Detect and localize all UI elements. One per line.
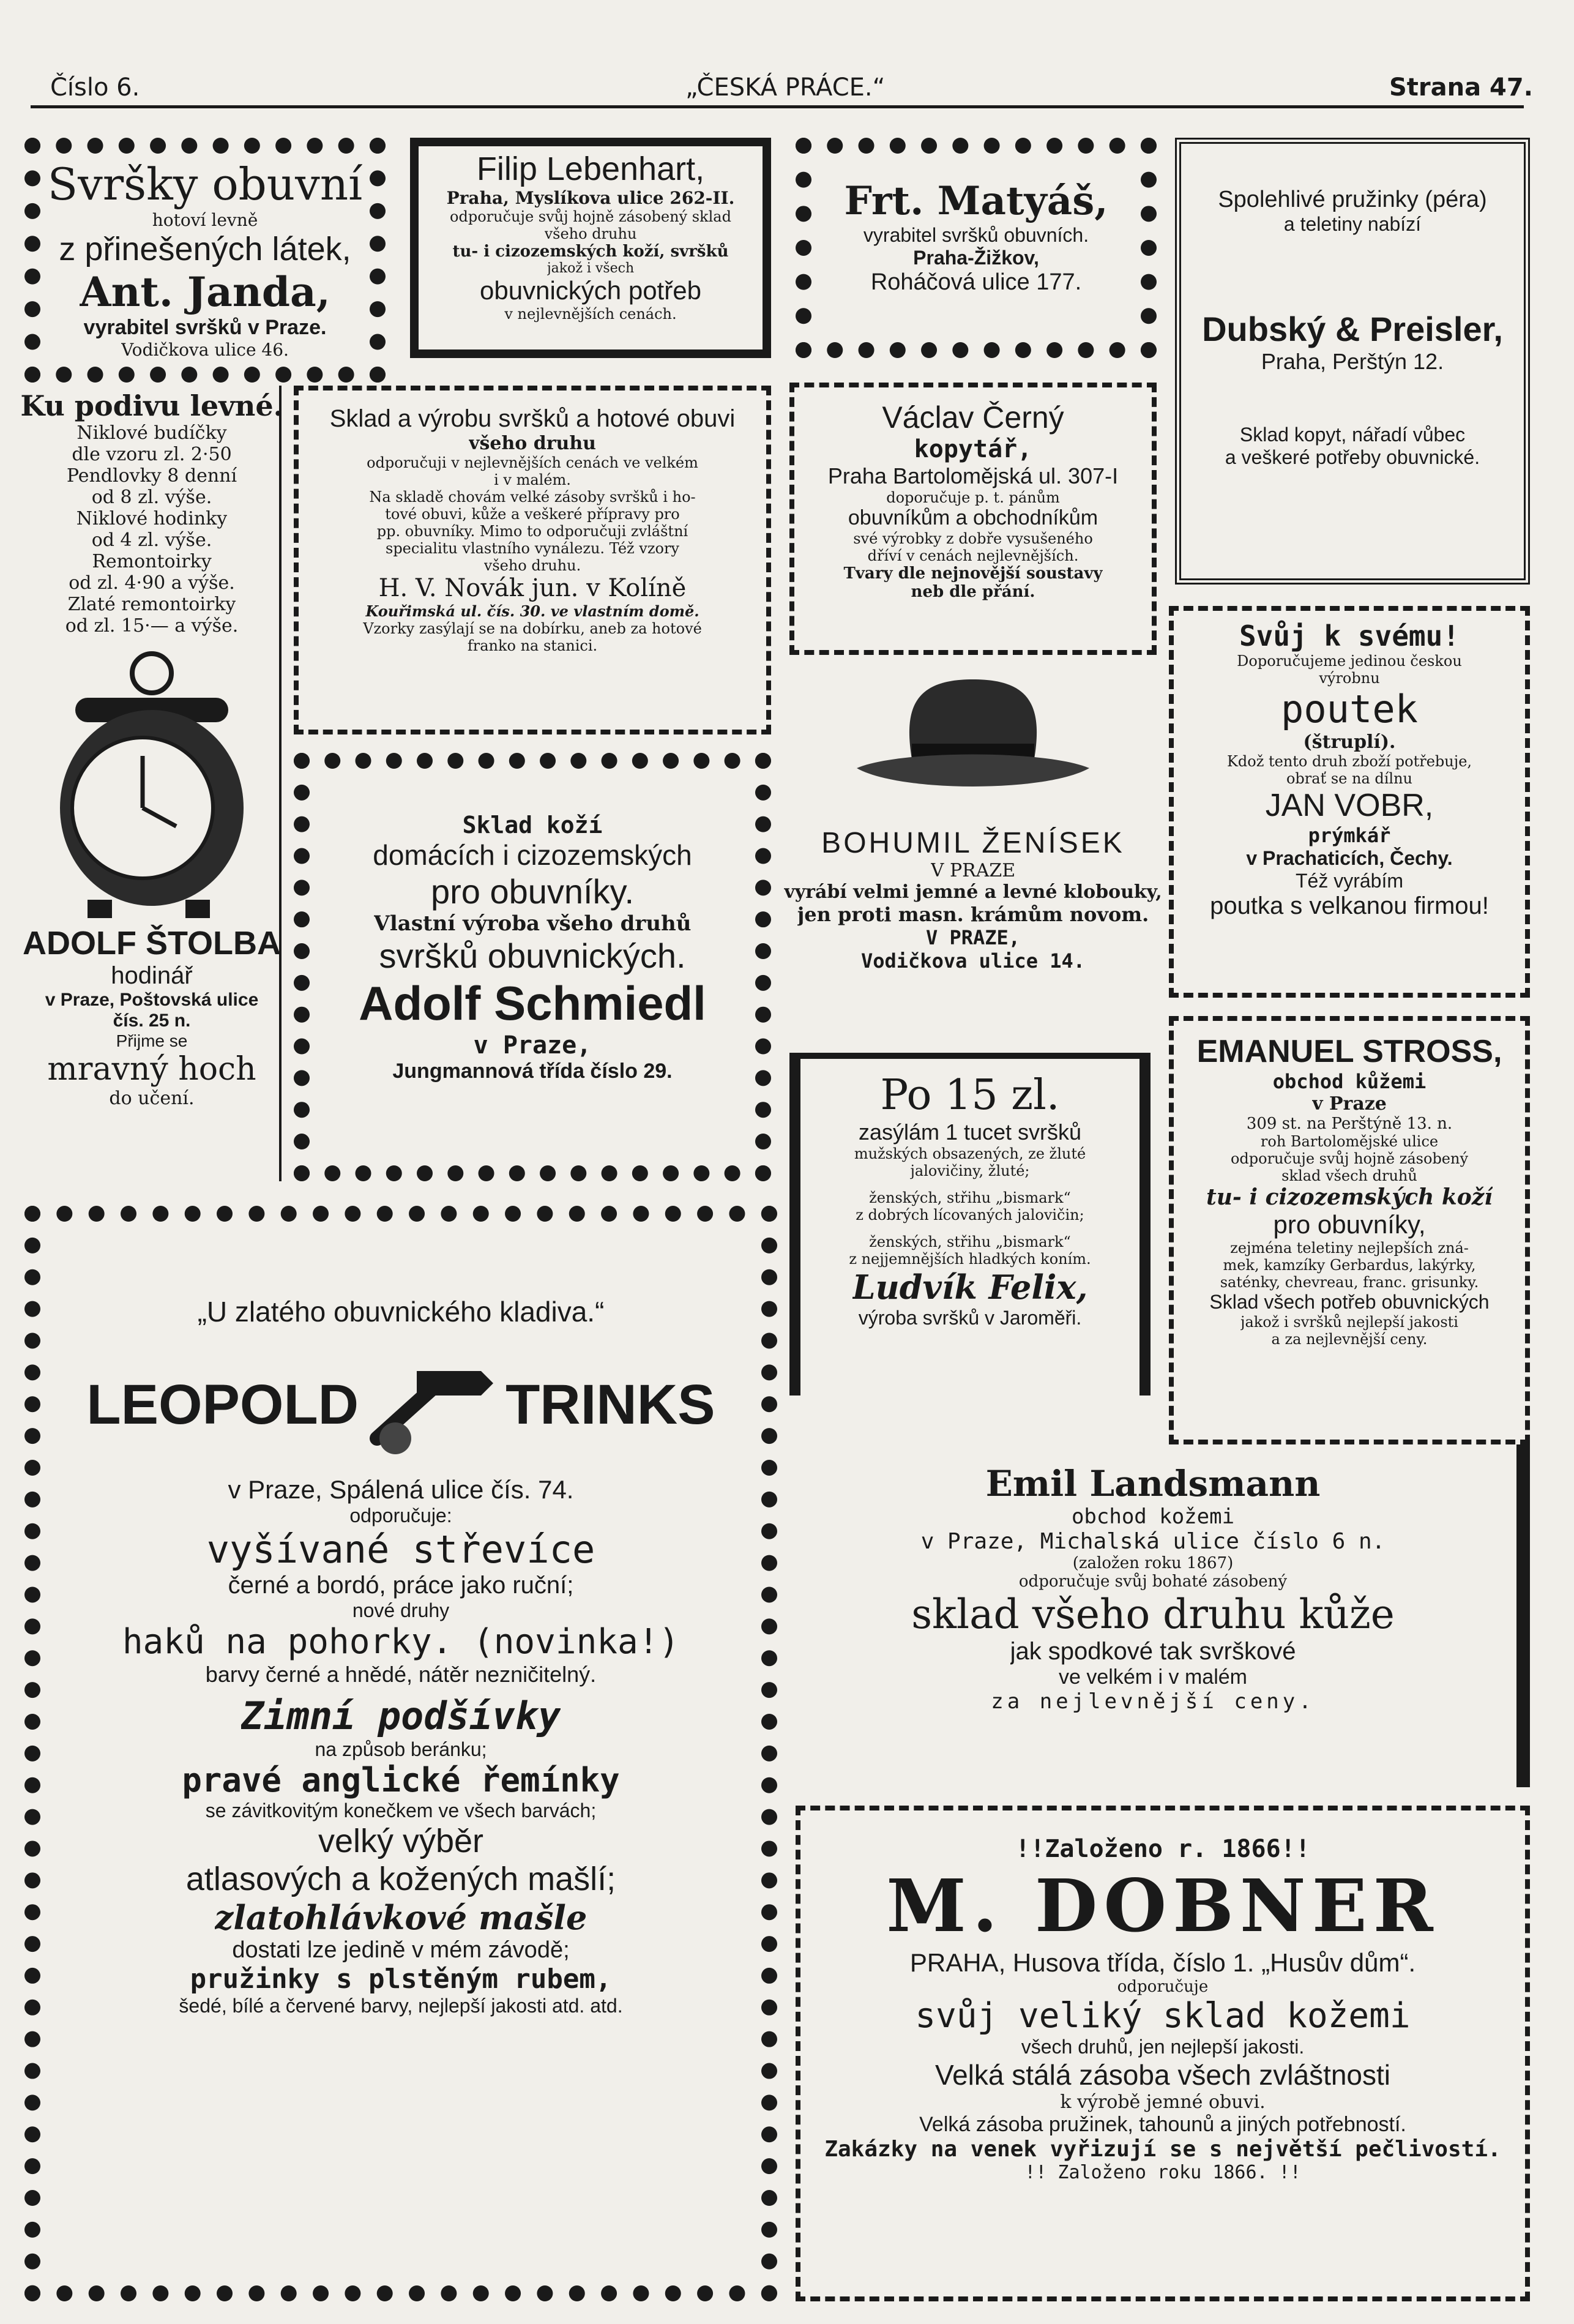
ad-dobner-name: M. DOBNER xyxy=(886,1863,1439,1948)
ad-matyas xyxy=(796,138,1157,358)
ad-stross-line: tu- i cizozemských koží xyxy=(1206,1184,1493,1210)
ad-vobr-line: poutka s velkanou firmou! xyxy=(1210,892,1489,919)
ad-landsmann-line: obchod kožemi xyxy=(1071,1504,1235,1529)
ad-matyas-line: Roháčová ulice 177. xyxy=(870,269,1082,295)
ad-landsmann-line: odporučuje svůj bohaté zásobený xyxy=(1018,1572,1288,1591)
ad-dobner xyxy=(796,1806,1530,2301)
header-rule xyxy=(31,105,1524,108)
ad-schmiedl-city: v Praze, xyxy=(473,1031,592,1059)
ad-trinks-product: zlatohlávkové mašle xyxy=(214,1898,587,1937)
ad-schmiedl-name: Adolf Schmiedl xyxy=(359,976,706,1030)
ad-trinks-name-right: TRINKS xyxy=(505,1373,715,1436)
ad-janda-line: hotoví levně xyxy=(152,210,258,230)
ad-novak-line: i v malém. xyxy=(494,471,571,488)
ad-lebenhart-line: v nejlevnějších cenách. xyxy=(504,305,677,323)
ad-dubsky-address: Praha, Perštýn 12. xyxy=(1261,349,1444,374)
ad-novak xyxy=(294,386,771,734)
ad-stolba-address: čís. 25 n. xyxy=(113,1011,191,1031)
ad-matyas-name: Frt. Matyáš, xyxy=(844,178,1108,224)
ad-stolba-name: ADOLF ŠTOLBA xyxy=(23,925,281,962)
ad-stolba-line: od zl. 15·— a výše. xyxy=(65,615,239,637)
ad-dubsky-line: Spolehlivé pružinky (péra) xyxy=(1218,187,1487,212)
ad-felix-line: ženských, střihu „bismark“ xyxy=(869,1189,1071,1206)
ad-zenisek-line: V PRAZE xyxy=(930,860,1016,881)
ad-felix-line: z dobrých lícovaných jalovičin; xyxy=(856,1206,1084,1224)
ad-dubsky-name: Dubský & Preisler, xyxy=(1202,310,1503,348)
ad-stolba-line: hodinář xyxy=(111,962,193,989)
ad-dubsky-line: Sklad kopyt, nářadí vůbec xyxy=(1239,424,1466,446)
ad-trinks-line: nové druhy xyxy=(352,1599,450,1621)
ad-felix-name: Ludvík Felix, xyxy=(852,1268,1088,1307)
ad-felix-line: mužských obsazených, ze žluté xyxy=(854,1145,1086,1162)
ad-novak-name: H. V. Novák jun. v Kolíně xyxy=(378,574,687,602)
hat-icon xyxy=(845,667,1102,820)
alarm-clock-icon xyxy=(51,643,253,924)
ad-landsmann-line: ve velkém i v malém xyxy=(1059,1665,1247,1689)
ad-dobner-line: Zakázky na venek vyřizují se s největší pečlivostí. xyxy=(824,2137,1501,2162)
ad-lebenhart-line: tu- i cizozemských koží, svršků xyxy=(452,242,729,261)
ad-cerny-line: obuvníkům a obchodníkům xyxy=(848,506,1098,529)
ad-stross xyxy=(1169,1016,1530,1444)
ad-cerny xyxy=(789,383,1157,655)
ad-dobner-line: !! Založeno roku 1866. !! xyxy=(1024,2162,1301,2183)
ad-stross-line: Sklad všech potřeb obuvnických xyxy=(1209,1291,1490,1313)
ad-janda-line: Vodičkova ulice 46. xyxy=(121,340,289,360)
ad-dobner-line: Velká stálá zásoba všech zvláštnosti xyxy=(934,2059,1391,2091)
ad-vobr-product: poutek xyxy=(1281,687,1418,731)
ad-novak-line: franko na stanici. xyxy=(467,637,598,654)
ad-stross-line: a za nejlevnější ceny. xyxy=(1271,1331,1428,1348)
page-number: Číslo 6. xyxy=(50,73,140,102)
ad-landsmann-line: za nejlevnější ceny. xyxy=(991,1689,1315,1714)
ad-schmiedl-address: Jungmannová třída číslo 29. xyxy=(392,1059,673,1083)
ad-dobner-line: k výrobě jemné obuvi. xyxy=(1060,2091,1266,2113)
ad-dobner-line: všech druhů, jen nejlepší jakosti. xyxy=(1021,2036,1305,2058)
ad-stolba xyxy=(20,386,283,1181)
ad-schmiedl-line: Sklad koží xyxy=(462,812,603,839)
ad-lebenhart-line: odporučuje svůj hojně zásobený sklad xyxy=(450,208,731,225)
ad-stross-address: 309 st. na Perštýně 13. n. xyxy=(1246,1115,1453,1133)
ad-felix-address: výroba svršků v Jaroměři. xyxy=(858,1307,1082,1329)
ad-trinks-product: haků na pohorky. (novinka!) xyxy=(122,1622,680,1662)
ad-vobr-line: obrať se na dílnu xyxy=(1286,770,1413,787)
ad-landsmann-line: jak spodkové tak svrškové xyxy=(1010,1638,1296,1665)
ad-cerny-line: dříví v cenách nejlevnějších. xyxy=(867,547,1079,564)
ad-zenisek-name: BOHUMIL ŽENÍSEK xyxy=(821,827,1125,859)
ad-vobr-title: Svůj k svému! xyxy=(1239,619,1460,652)
ad-stross-line: mek, kamzíky Gerbardus, lakýrky, xyxy=(1223,1257,1476,1274)
ad-janda-name: Ant. Janda, xyxy=(80,268,330,316)
ad-vobr-address: v Prachaticích, Čechy. xyxy=(1246,847,1453,869)
hammer-icon xyxy=(359,1347,505,1463)
ad-dubsky xyxy=(1175,138,1530,585)
ad-felix-line: zasýlám 1 tucet svršků xyxy=(858,1119,1082,1145)
ad-lebenhart-line: jakož i všech xyxy=(546,261,635,276)
ad-novak-line: tové obuvi, kůže a veškeré přípravy pro xyxy=(385,506,680,523)
ad-stolba-line: Přijme se xyxy=(116,1031,188,1050)
ad-cerny-line: neb dle přání. xyxy=(911,583,1035,601)
ad-trinks-product: Zimní podšívky xyxy=(241,1694,561,1738)
ad-dobner-line: Velká zásoba pružinek, tahounů a jiných potřebností. xyxy=(919,2113,1406,2136)
ad-stross-line: saténky, chevreau, franc. grisunky. xyxy=(1220,1274,1479,1291)
ad-trinks xyxy=(24,1206,777,2301)
ad-stolba-address: v Praze, Poštovská ulice xyxy=(45,990,259,1010)
ad-trinks-line: „U zlatého obuvnického kladiva.“ xyxy=(197,1296,605,1328)
ad-novak-line: všeho druhu. xyxy=(483,557,581,574)
ad-stross-line: zejména teletiny nejlepších zná- xyxy=(1230,1239,1469,1257)
ad-matyas-line: vyrabitel svršků obuvních. xyxy=(863,224,1089,246)
ad-zenisek-address: Vodičkova ulice 14. xyxy=(860,949,1086,973)
ad-trinks-line: barvy černé a hnědé, nátěr nezničitelný. xyxy=(205,1662,597,1687)
ad-lebenhart-address: Praha, Myslíkova ulice 262-II. xyxy=(446,188,735,208)
ad-stolba-line: mravný hoch xyxy=(47,1051,256,1088)
ad-dobner-address: PRAHA, Husova třída, číslo 1. „Husův dům“. xyxy=(909,1948,1416,1977)
newspaper-title: „ČESKÁ PRÁCE.“ xyxy=(685,73,886,102)
ad-trinks-line: velký výběr xyxy=(318,1823,484,1859)
ad-trinks-product: atlasových a kožených mašlí; xyxy=(185,1861,616,1897)
ad-stolba-line: Zlaté remontoirky xyxy=(67,594,236,615)
ad-stross-address: roh Bartolomějské ulice xyxy=(1260,1133,1439,1150)
ad-trinks-product: pravé anglické řemínky xyxy=(182,1761,620,1799)
ad-schmiedl-line: pro obuvníky. xyxy=(430,872,635,911)
ad-vobr-line: Doporučujeme jedinou českou xyxy=(1237,652,1462,670)
ad-stross-line: pro obuvníky, xyxy=(1273,1210,1426,1239)
ad-novak-headline: Sklad a výrobu svršků a hotové obuvi xyxy=(329,405,736,432)
ad-novak-address: Kouřimská ul. čís. 30. ve vlastním domě. xyxy=(365,602,699,620)
ad-vobr-line: (štruplí). xyxy=(1303,731,1396,753)
ad-felix xyxy=(789,1053,1151,1396)
ad-vobr-line: prýmkář xyxy=(1308,824,1391,847)
ad-zenisek-line: jen proti masn. krámům novom. xyxy=(797,903,1149,926)
ad-felix-line: z nejjemnějších hladkých koním. xyxy=(849,1250,1091,1268)
ad-vobr-line: Kdož tento druh zboží potřebuje, xyxy=(1226,753,1472,770)
ad-novak-line: specialitu vlastního vynálezu. Též vzory xyxy=(386,540,679,557)
ad-lebenhart-name: Filip Lebenhart, xyxy=(476,151,705,187)
ad-cerny-trade: kopytář, xyxy=(914,435,1032,463)
ad-stolba-line: Pendlovky 8 denní xyxy=(66,465,237,487)
ad-janda-line: z přinešených látek, xyxy=(59,231,351,267)
ad-landsmann xyxy=(789,1444,1530,1787)
ad-zenisek xyxy=(784,667,1162,1034)
ad-trinks-name-left: LEOPOLD xyxy=(86,1373,359,1436)
ad-zenisek-line: V PRAZE, xyxy=(925,926,1021,949)
ad-stross-line: v Praze xyxy=(1312,1093,1387,1115)
ad-stross-name: EMANUEL STROSS, xyxy=(1196,1034,1502,1069)
ad-stolba-line: od zl. 4·90 a výše. xyxy=(69,572,235,594)
ad-dobner-product: svůj veliký sklad kožemi xyxy=(915,1996,1411,2036)
ad-trinks-line: černé a bordó, práce jako ruční; xyxy=(228,1572,574,1599)
ad-felix-title: Po 15 zl. xyxy=(880,1071,1060,1119)
ad-landsmann-name: Emil Landsmann xyxy=(985,1463,1321,1504)
ad-trinks-line: se závitkovitým konečkem ve všech barvách; xyxy=(205,1799,597,1821)
ad-stolba-line: do učení. xyxy=(109,1088,195,1109)
ad-stolba-line: Remontoirky xyxy=(92,551,212,572)
page-indicator: Strana 47. xyxy=(1389,73,1533,102)
ad-lebenhart-line: obuvnických potřeb xyxy=(480,276,701,305)
ad-stross-line: jakož i svršků nejlepší jakosti xyxy=(1240,1313,1458,1331)
ad-dubsky-line: a teletiny nabízí xyxy=(1283,213,1422,235)
ad-matyas-line: Praha-Žižkov, xyxy=(913,247,1039,269)
ad-cerny-line: doporučuje p. t. pánům xyxy=(886,489,1060,506)
ad-schmiedl xyxy=(294,753,771,1181)
ad-felix-line: jalovičiny, žluté; xyxy=(910,1162,1030,1179)
ad-vobr-name: JAN VOBR, xyxy=(1265,788,1434,823)
ad-novak-line: pp. obuvníky. Mimo to odporučuji zvláštní xyxy=(376,523,688,540)
ad-stross-line: obchod kůžemi xyxy=(1272,1070,1427,1093)
ad-stolba-headline: Ku podivu levné. xyxy=(20,389,283,422)
ad-dobner-line: odporučuje xyxy=(1117,1978,1209,1996)
ad-cerny-address: Praha Bartolomějská ul. 307-I xyxy=(827,463,1119,488)
ad-novak-line: všeho druhu xyxy=(469,433,596,454)
ad-landsmann-address: v Praze, Michalská ulice číslo 6 n. xyxy=(920,1529,1386,1554)
ad-trinks-line: šedé, bílé a červené barvy, nejlepší jakosti atd. atd. xyxy=(179,1995,623,2017)
ad-stross-line: odporučuje svůj hojně zásobený xyxy=(1230,1150,1469,1167)
ad-stolba-line: Niklové hodinky xyxy=(76,508,228,529)
ad-stross-line: sklad všech druhů xyxy=(1281,1167,1417,1184)
ad-zenisek-line: vyrábí velmi jemné a levné klobouky, xyxy=(784,881,1162,903)
ad-cerny-line: Tvary dle nejnovější soustavy xyxy=(843,564,1103,583)
ad-novak-line: odporučuji v nejlevnějších cenách ve velkém xyxy=(367,454,698,471)
ad-janda xyxy=(24,138,386,383)
ad-dubsky-line: a veškeré potřeby obuvnické. xyxy=(1225,446,1480,468)
ad-cerny-name: Václav Černý xyxy=(882,400,1064,435)
ad-felix-line: ženských, střihu „bismark“ xyxy=(869,1233,1071,1250)
ad-stolba-line: Niklové budíčky xyxy=(76,422,227,444)
ad-schmiedl-line: Vlastní výroba všeho druhů xyxy=(373,911,692,936)
ad-trinks-line: na způsob beránku; xyxy=(315,1738,487,1760)
ad-stolba-line: od 4 zl. výše. xyxy=(91,529,212,551)
ad-trinks-product: vyšívané střevíce xyxy=(206,1527,595,1572)
ad-stolba-line: dle vzoru zl. 2·50 xyxy=(72,444,232,465)
ad-landsmann-line: (založen roku 1867) xyxy=(1072,1554,1234,1572)
ad-trinks-logo xyxy=(86,1347,715,1463)
ad-stolba-line: od 8 zl. výše. xyxy=(91,487,212,508)
ad-vobr-line: Též vyrábím xyxy=(1295,870,1404,892)
ad-trinks-address: v Praze, Spálená ulice čís. 74. xyxy=(228,1475,574,1504)
ad-novak-line: Vzorky zasýlají se na dobírku, aneb za hotové xyxy=(363,620,702,637)
ad-cerny-line: své výrobky z dobře vysušeného xyxy=(853,530,1093,547)
ad-trinks-product: pružinky s plstěným rubem, xyxy=(190,1963,612,1995)
ad-vobr xyxy=(1169,606,1530,998)
ad-lebenhart-line: všeho druhu xyxy=(544,225,637,242)
ad-schmiedl-line: domácích i cizozemských xyxy=(373,839,692,871)
ad-landsmann-product: sklad všeho druhu kůže xyxy=(911,1591,1395,1638)
ad-dobner-line: !!Založeno r. 1866!! xyxy=(1015,1835,1310,1863)
ad-lebenhart xyxy=(410,138,771,358)
ad-janda-title: Svršky obuvní xyxy=(47,159,363,210)
ad-trinks-line: odporučuje: xyxy=(349,1504,452,1526)
ad-novak-line: Na skladě chovám velké zásoby svršků i ho- xyxy=(369,488,696,506)
ad-schmiedl-line: svršků obuvnických. xyxy=(379,936,686,975)
ad-vobr-line: výrobnu xyxy=(1319,670,1380,687)
ad-trinks-line: dostati lze jedině v mém závodě; xyxy=(232,1937,570,1963)
ad-janda-line: vyrabitel svršků v Praze. xyxy=(83,316,327,339)
